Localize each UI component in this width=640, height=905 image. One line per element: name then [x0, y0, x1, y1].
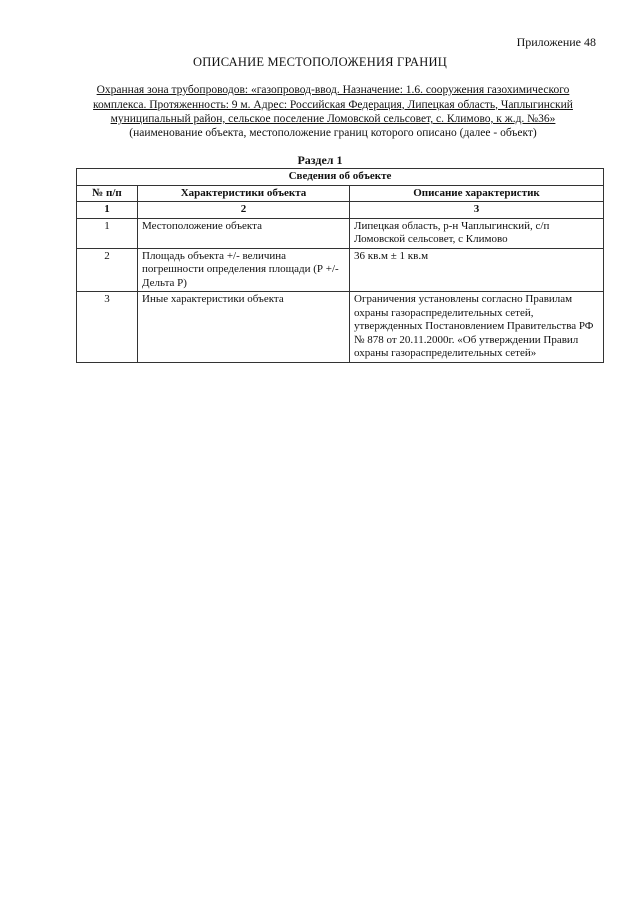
row-characteristic: Местоположение объекта	[138, 218, 350, 248]
column-header-description: Описание характеристик	[350, 185, 604, 202]
table-row	[77, 248, 604, 292]
object-name-line: Охранная зона трубопроводов: «газопровод-ввод. Назначение: 1.6. сооружения газохимического	[96, 84, 570, 96]
table-header-row	[77, 185, 604, 202]
table-caption: Сведения об объекте	[77, 169, 604, 186]
table-row	[77, 218, 604, 248]
row-description: Ограничения установлены согласно Правилам охраны газораспределительных сетей, утвержденных Постановлением Правительства РФ № 878 от 20.11.2000г. «Об утверждении Правил охраны газораспределительных сетей»	[350, 292, 604, 363]
object-caption: (наименование объекта, местоположение границ которого описано (далее - объект)	[129, 127, 537, 139]
object-info-table	[76, 168, 604, 363]
column-header-num: № п/п	[77, 185, 138, 202]
column-number-row	[77, 202, 604, 219]
row-characteristic: Иные характеристики объекта	[138, 292, 350, 363]
document-title: ОПИСАНИЕ МЕСТОПОЛОЖЕНИЯ ГРАНИЦ	[193, 55, 447, 69]
row-description: 36 кв.м ± 1 кв.м	[350, 248, 604, 292]
object-name-line: муниципальный район, сельское поселение Ломовской сельсовет, с. Климово, к ж.д. №36»	[110, 113, 556, 125]
table-caption-row	[77, 169, 604, 186]
object-name-line: комплекса. Протяженность: 9 м. Адрес: Российская Федерация, Липецкая область, Чаплыгинский	[93, 98, 573, 111]
column-number: 3	[350, 202, 604, 219]
table-row	[77, 292, 604, 363]
row-characteristic: Площадь объекта +/- величина погрешности определения площади (Р +/- Дельта Р)	[138, 248, 350, 292]
row-num: 2	[77, 248, 138, 292]
row-num: 1	[77, 218, 138, 248]
appendix-label: Приложение 48	[516, 35, 596, 49]
column-number: 2	[138, 202, 350, 219]
row-num: 3	[77, 292, 138, 363]
column-header-characteristic: Характеристики объекта	[138, 185, 350, 202]
column-number: 1	[77, 202, 138, 219]
section-title: Раздел 1	[297, 153, 343, 167]
row-description: Липецкая область, р-н Чаплыгинский, с/п Ломовской сельсовет, с Климово	[350, 218, 604, 248]
object-name	[76, 83, 590, 127]
